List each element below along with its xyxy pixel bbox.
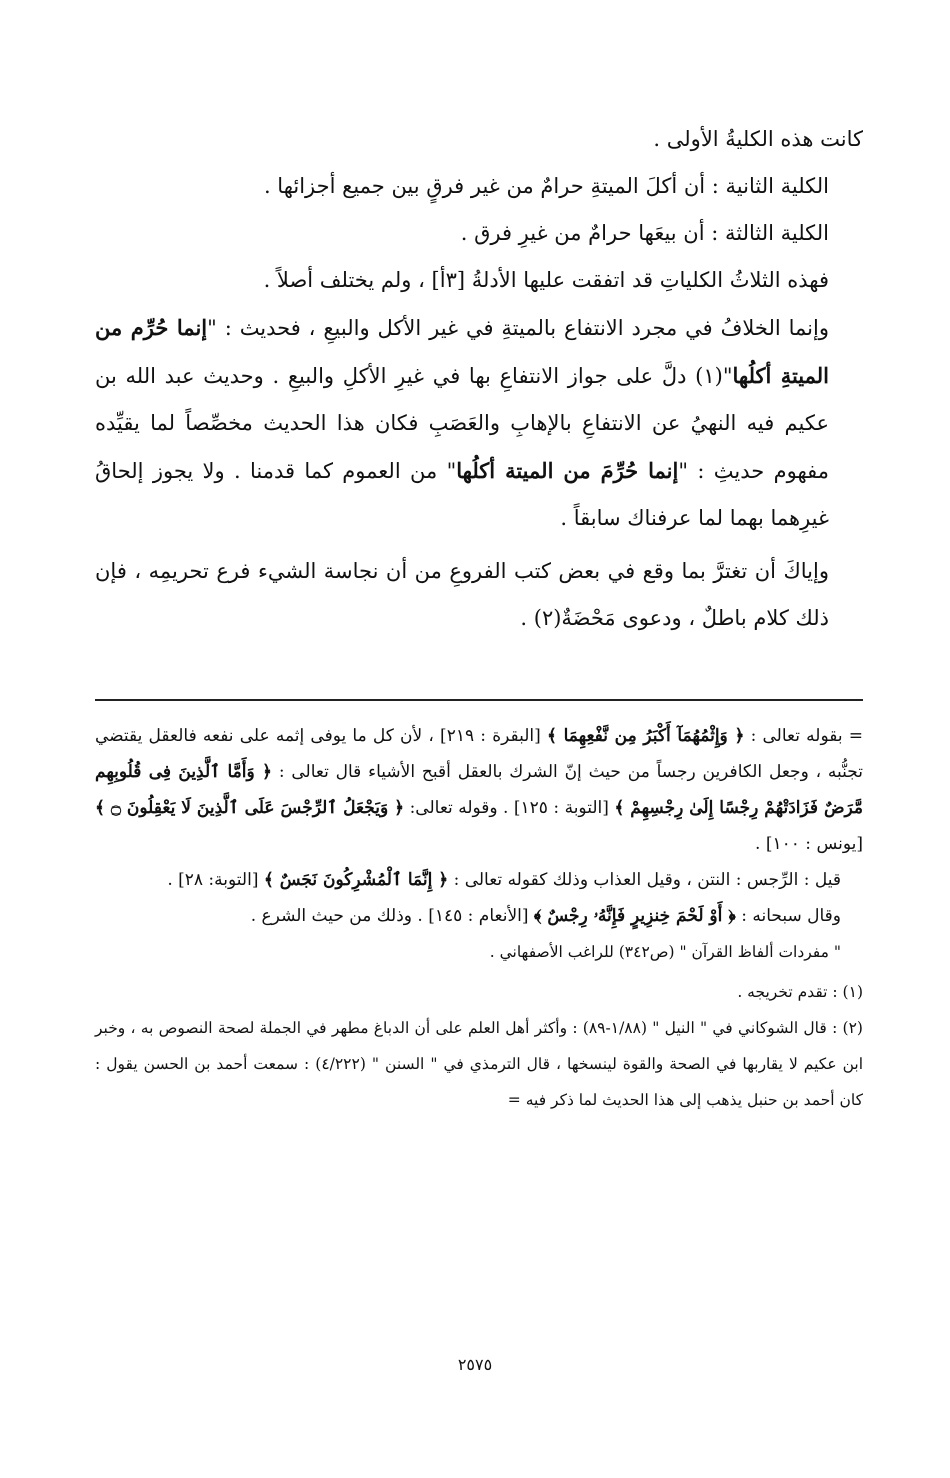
text-run: [يونس : ١٠٠] .	[755, 834, 863, 854]
footnotes	[95, 718, 863, 1118]
paragraph: وإياكَ أن تغترَّ بما وقع في بعض كتب الفروعِ من أن نجاسة الشيء فرع تحريمِه ، فإن ذلك كلام باطلٌ ، ودعوى مَحْضَةٌ(٢) .	[95, 559, 829, 630]
text-run: "(١) دلَّ على جواز الانتفاعِ بها في غيرِ الأكلِ والبيعِ . وحديث عبد الله بن عكيم فيه النهيُ عن الانتفاعِ بالإهابِ والعَصَبِ فكان هذا الحديث مخصِّصاً لما يقيِّده مفهوم حديثِ : "	[95, 364, 829, 483]
text-run: " من العموم كما قدمنا . ولا يجوز إلحاقُ غيرِهما بهما لما عرفناك سابقاً .	[95, 459, 829, 530]
footnote-1: (١) : تقدم تخريجه .	[737, 983, 863, 1001]
hadith-quote: إنما حُرِّم من الميتةِ أكلُها	[95, 315, 829, 388]
quran-verse: ﴿ وَأَمَّا ٱلَّذِينَ فِى قُلُوبِهِم مَّرَضٌ فَزَادَتْهُمْ رِجْسًا إِلَىٰ رِجْسِهِمْ ﴾	[95, 762, 863, 818]
quran-verse: ﴿ إِنَّمَا ٱلْمُشْرِكُونَ نَجَسٌ ﴾	[263, 870, 449, 890]
paragraph	[95, 304, 863, 542]
footnote-continuation	[95, 898, 863, 934]
footnote-divider	[95, 699, 863, 701]
text-run: قيل : الرِّجس : النتن ، وقيل العذاب وذلك كقوله تعالى :	[448, 870, 841, 890]
text-line: فهذه الثلاثُ الكلياتِ قد اتفقت عليها الأدلةُ [٣أ] ، ولم يختلف أصلاً .	[263, 268, 829, 292]
text-run: [البقرة : ٢١٩] ، لأن كل ما يوفى إثمه على نفعه فالعقل يقتضي تجنُّبه ، وجعل الكافرين رجساً من حيث إنّ الشرك بالعقل أقبح الأشياء قال تعالى :	[95, 726, 863, 782]
footnote-continuation	[95, 862, 863, 898]
text-line: الكلية الثانية : أن أكلَ الميتةِ حرامٌ من غير فرقٍ بين جميع أجزائها .	[263, 174, 829, 198]
footnote-2: (٢) : قال الشوكاني في " النيل " (١/٨٨-٨٩) : وأكثر أهل العلم على أن الدباغ مطهر في الجملة لصحة النصوص به ، وخبر ابن عكيم لا يقاربها في الصحة والقوة لينسخها ، قال الترمذي في " السنن " (٤/٢٢٢) : سمعت أحمد بن الحسن يقول : كان أحمد بن حنبل يذهب إلى هذا الحديث لما ذكر فيه =	[95, 1019, 863, 1109]
text-run: [التوبة : ١٢٥] . وقوله تعالى:	[409, 798, 615, 818]
footnote-continuation: " مفردات ألفاظ القرآن " (ص٣٤٢) للراغب الأصفهاني .	[489, 943, 841, 961]
hadith-quote: إنما حُرِّمَ من الميتة أكلُها	[456, 458, 679, 483]
main-text	[95, 116, 863, 642]
quran-verse: ﴿ أَوْ لَحْمَ خِنزِيرٍ فَإِنَّهُۥ رِجْسٌ ﴾	[533, 906, 736, 926]
text-run: وإنما الخلافُ في مجرد الانتفاع بالميتةِ في غير الأكل والبيعِ ، فحديث : "	[207, 316, 829, 340]
footnote-continuation	[95, 718, 863, 862]
page-number: ٢٥٧٥	[457, 1355, 493, 1374]
text-run: [الأنعام : ١٤٥] . وذلك من حيث الشرع .	[250, 906, 534, 926]
text-run: وقال سبحانه :	[735, 906, 841, 926]
text-run: = بقوله تعالى :	[744, 726, 863, 746]
text-line: كانت هذه الكليةُ الأولى .	[653, 127, 863, 151]
quran-verse: ﴿ وَيَجْعَلُ ٱلرِّجْسَ عَلَى ٱلَّذِينَ لَا يَعْقِلُونَ ۝ ﴾	[95, 798, 405, 818]
quran-verse: ﴿ وَإِثْمُهُمَآ أَكْبَرُ مِن نَّفْعِهِمَا ﴾	[546, 726, 745, 746]
text-line: الكلية الثالثة : أن بيعَها حرامٌ من غيرِ فرق .	[460, 221, 829, 245]
text-run: [التوبة: ٢٨] .	[167, 870, 264, 890]
